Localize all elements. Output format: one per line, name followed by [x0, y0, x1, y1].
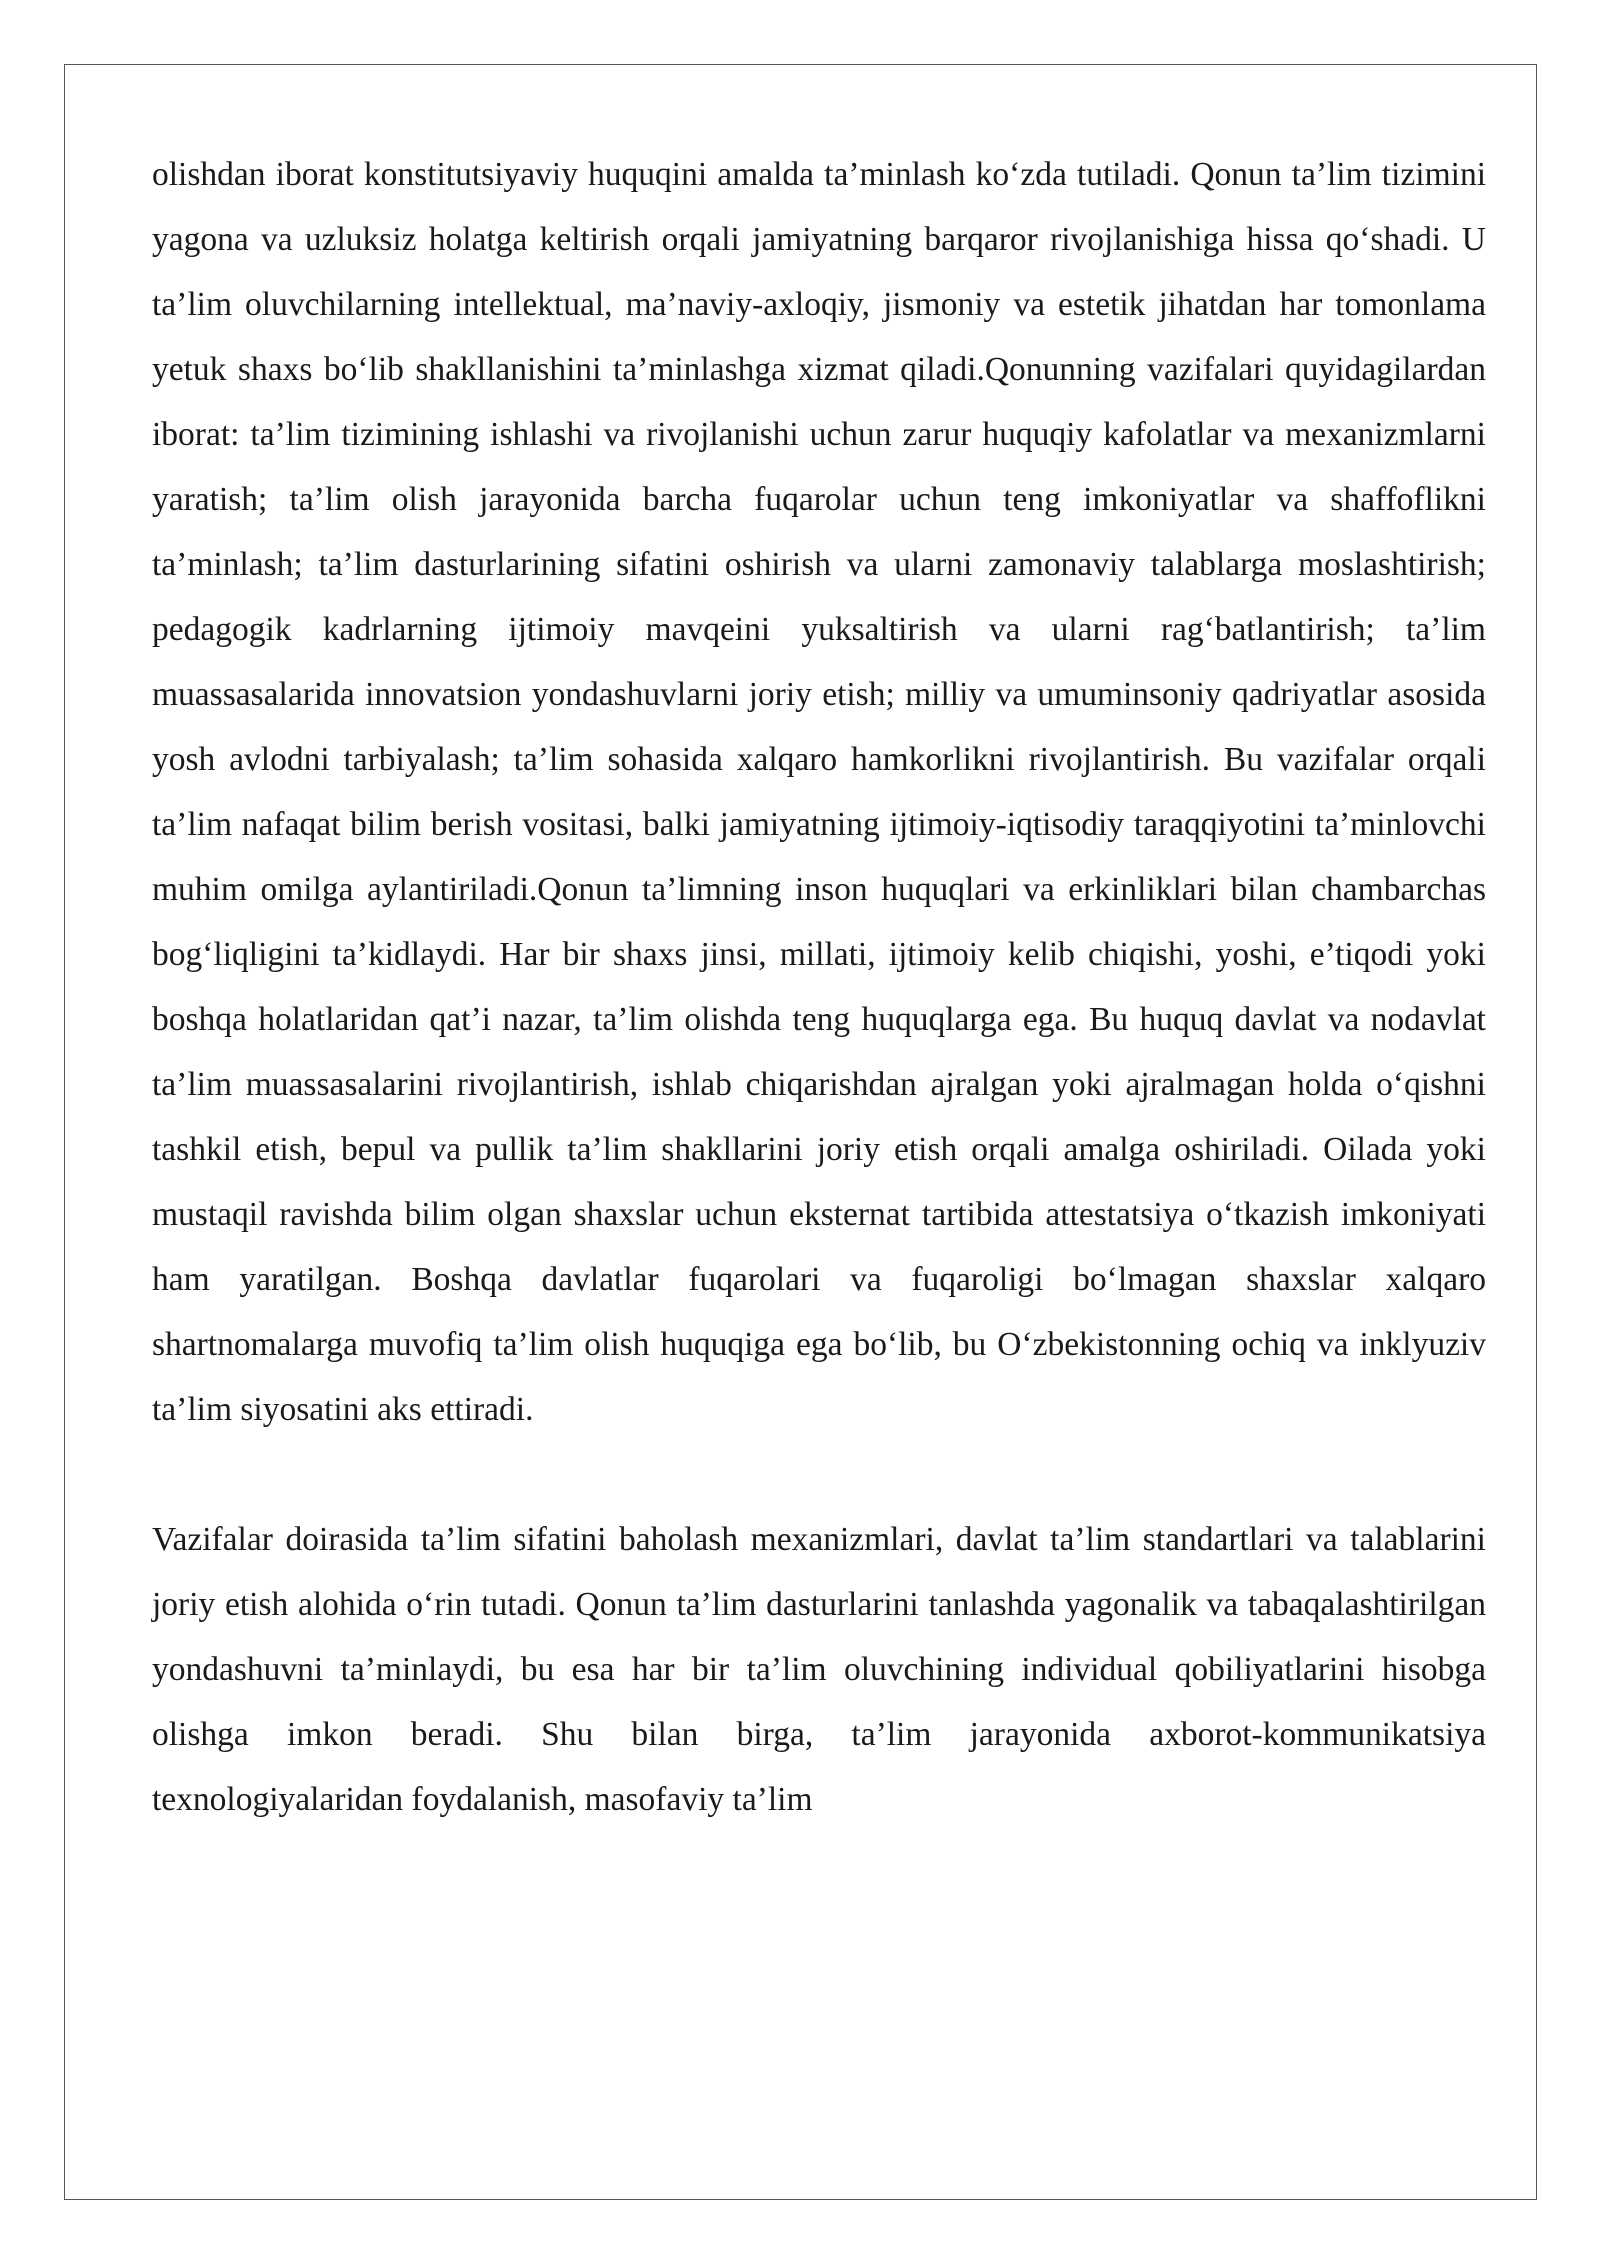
document-body — [152, 142, 1486, 1832]
paragraph-2: Vazifalar doirasida ta’lim sifatini baholash mexanizmlari, davlat ta’lim standartlari va talablarini joriy etish alohida o‘rin tutadi. Qonun ta’lim dasturlarini tanlashda yagonalik va tabaqalashtirilgan yondashuvni ta’minlaydi, bu esa har bir ta’lim oluvchining individual qobiliyatlarini hisobga olishga imkon beradi. Shu bilan birga, ta’lim jarayonida axborot-kommunikatsiya texnologiyalaridan foydalanish, masofaviy ta’lim — [152, 1521, 1486, 1818]
paragraph-1: olishdan iborat konstitutsiyaviy huquqini amalda ta’minlash ko‘zda tutiladi. Qonun ta’lim tizimini yagona va uzluksiz holatga keltirish orqali jamiyatning barqaror rivojlanishiga hissa qo‘shadi. U ta’lim oluvchilarning intellektual, ma’naviy-axloqiy, jismoniy va estetik jihatdan har tomonlama yetuk shaxs bo‘lib shakllanishini ta’minlashga xizmat qiladi.Qonunning vazifalari quyidagilardan iborat: ta’lim tizimining ishlashi va rivojlanishi uchun zarur huquqiy kafolatlar va mexanizmlarni yaratish; ta’lim olish jarayonida barcha fuqarolar uchun teng imkoniyatlar va shaffoflikni ta’minlash; ta’lim dasturlarining sifatini oshirish va ularni zamonaviy talablarga moslashtirish; pedagogik kadrlarning ijtimoiy mavqeini yuksaltirish va ularni rag‘batlantirish; ta’lim muassasalarida innovatsion yondashuvlarni joriy etish; milliy va umuminsoniy qadriyatlar asosida yosh avlodni tarbiyalash; ta’lim sohasida xalqaro hamkorlikni rivojlantirish. Bu vazifalar orqali ta’lim nafaqat bilim berish vositasi, balki jamiyatning ijtimoiy-iqtisodiy taraqqiyotini ta’minlovchi muhim omilga aylantiriladi.Qonun ta’limning inson huquqlari va erkinliklari bilan chambarchas bog‘liqligini ta’kidlaydi. Har bir shaxs jinsi, millati, ijtimoiy kelib chiqishi, yoshi, e’tiqodi yoki boshqa holatlaridan qat’i nazar, ta’lim olishda teng huquqlarga ega. Bu huquq davlat va nodavlat ta’lim muassasalarini rivojlantirish, ishlab chiqarishdan ajralgan yoki ajralmagan holda o‘qishni tashkil etish, bepul va pullik ta’lim shakllarini joriy etish orqali amalga oshiriladi. Oilada yoki mustaqil ravishda bilim olgan shaxslar uchun eksternat tartibida attestatsiya o‘tkazish imkoniyati ham yaratilgan. Boshqa davlatlar fuqarolari va fuqaroligi bo‘lmagan shaxslar xalqaro shartnomalarga muvofiq ta’lim olish huquqiga ega bo‘lib, bu O‘zbekistonning ochiq va inklyuziv ta’lim siyosatini aks ettiradi. — [152, 156, 1486, 1428]
